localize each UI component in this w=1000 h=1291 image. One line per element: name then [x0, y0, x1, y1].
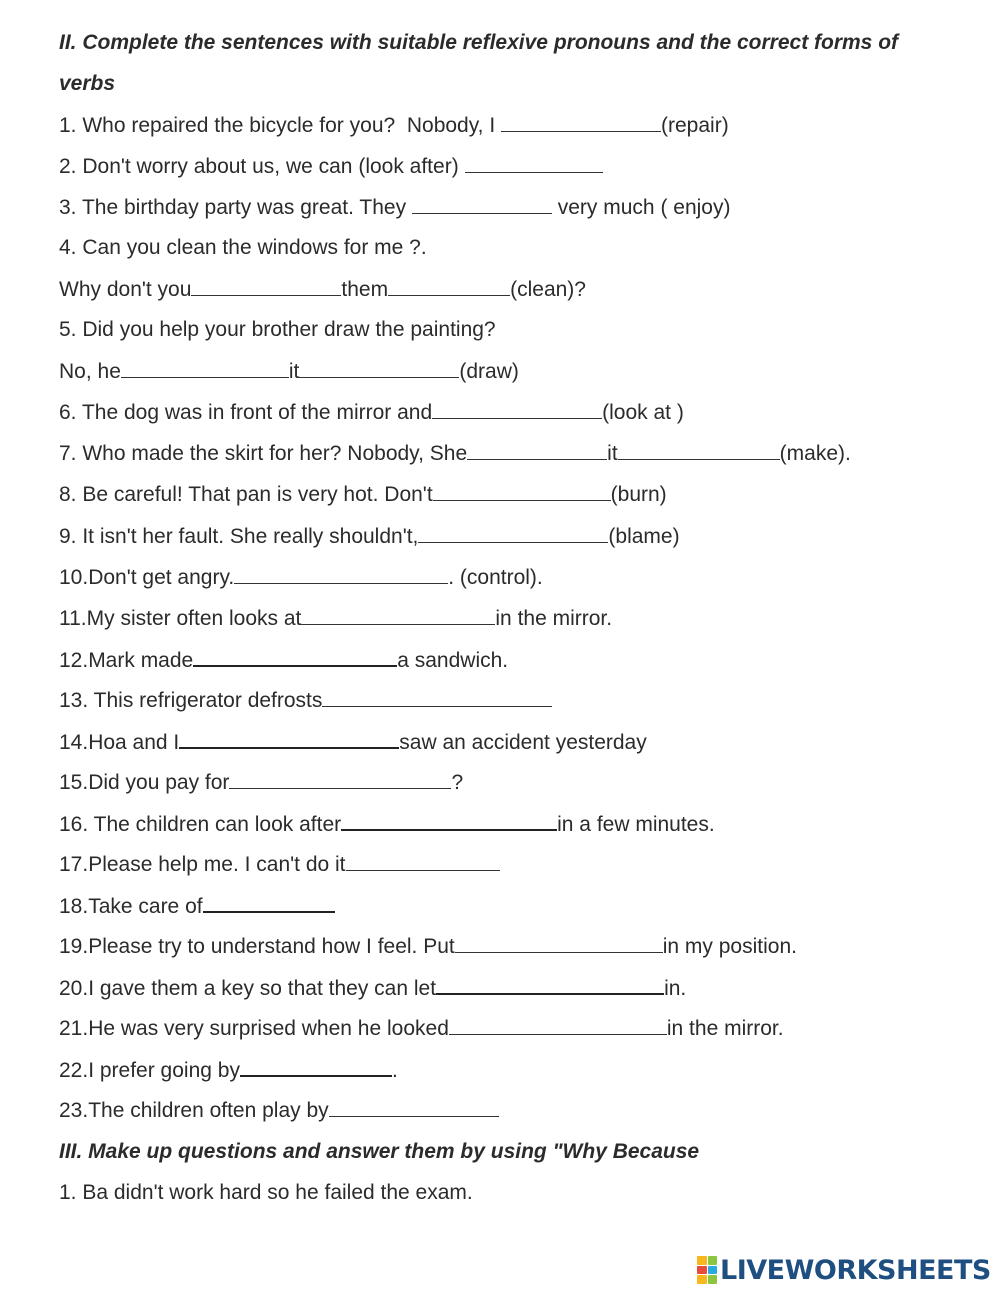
section-2-title-line-2: verbs: [59, 72, 116, 95]
exercise-item: [59, 357, 519, 385]
exercise-item: [59, 645, 508, 673]
exercise-item: [59, 522, 680, 550]
item-text: in the mirror.: [666, 1017, 784, 1040]
exercise-item: [59, 1055, 398, 1083]
item-text: 10.Don't get angry.: [59, 566, 235, 589]
exercise-item: [59, 891, 335, 919]
item-text: it: [607, 442, 618, 465]
item-text: (blame): [608, 525, 680, 548]
answer-blank[interactable]: [179, 727, 399, 749]
item-text: in the mirror.: [495, 607, 613, 630]
liveworksheets-logo-icon: [697, 1256, 717, 1284]
answer-blank[interactable]: [329, 1096, 499, 1117]
answer-blank[interactable]: [618, 439, 780, 460]
exercise-item: [59, 111, 729, 139]
exercise-item: [59, 604, 612, 632]
section-3-item-1: 1. Ba didn't work hard so he failed the exam.: [59, 1181, 473, 1204]
exercise-item: [59, 932, 797, 960]
liveworksheets-logo-text: LIVEWORKSHEETS: [720, 1254, 991, 1286]
item-text: 14.Hoa and I: [59, 731, 180, 754]
answer-blank[interactable]: [388, 275, 510, 296]
item-text: 8. Be careful! That pan is very hot. Don't: [59, 483, 433, 506]
item-text: 13. This refrigerator defrosts: [59, 689, 323, 712]
item-text: them: [341, 278, 389, 301]
logo-square: [697, 1256, 707, 1265]
item-text: (make).: [779, 442, 851, 465]
answer-blank[interactable]: [455, 932, 663, 953]
item-text: Why don't you: [59, 278, 192, 301]
item-text: 2. Don't worry about us, we can (look after): [59, 155, 465, 178]
answer-blank[interactable]: [432, 398, 602, 419]
item-text: very much ( enjoy): [551, 196, 731, 219]
exercise-item: [59, 768, 463, 796]
exercise-item: [59, 193, 730, 221]
item-text: 5. Did you help your brother draw the painting?: [59, 318, 496, 341]
logo-square: [697, 1266, 707, 1275]
logo-square: [708, 1275, 718, 1284]
answer-blank[interactable]: [191, 275, 341, 296]
item-text: 12.Mark made: [59, 649, 194, 672]
answer-blank[interactable]: [501, 111, 661, 132]
exercise-item: [59, 439, 851, 467]
exercise-item: [59, 1096, 499, 1124]
exercise-item: [59, 275, 586, 303]
exercise-item: [59, 686, 552, 714]
exercise-item: [59, 563, 543, 591]
answer-blank[interactable]: [436, 973, 664, 995]
item-text: (burn): [610, 483, 667, 506]
section-2-title-line-1: II. Complete the sentences with suitable reflexive pronouns and the correct forms of: [59, 31, 899, 54]
item-text: 3. The birthday party was great. They: [59, 196, 412, 219]
answer-blank[interactable]: [418, 522, 608, 543]
item-text: 16. The children can look after: [59, 813, 342, 836]
item-text: 19.Please try to understand how I feel. Put: [59, 935, 455, 958]
item-text: (clean)?: [510, 278, 586, 301]
item-text: . (control).: [448, 566, 543, 589]
answer-blank[interactable]: [193, 645, 397, 667]
answer-blank[interactable]: [121, 357, 289, 378]
exercise-item: [59, 850, 500, 878]
item-text: a sandwich.: [397, 649, 509, 672]
answer-blank[interactable]: [301, 604, 495, 625]
answer-blank[interactable]: [322, 686, 552, 707]
exercise-item: [59, 234, 427, 262]
answer-blank[interactable]: [203, 891, 335, 913]
answer-blank[interactable]: [467, 439, 607, 460]
item-text: 9. It isn't her fault. She really shouldn't,: [59, 525, 419, 548]
exercise-item: [59, 316, 496, 344]
exercise-item: [59, 973, 686, 1001]
exercise-item: [59, 152, 603, 180]
item-text: in my position.: [662, 935, 797, 958]
item-text: 18.Take care of: [59, 895, 203, 918]
answer-blank[interactable]: [449, 1014, 667, 1035]
exercise-item: [59, 809, 715, 837]
item-text: 7. Who made the skirt for her? Nobody, She: [59, 442, 468, 465]
item-text: 23.The children often play by: [59, 1099, 329, 1122]
exercise-item: [59, 480, 667, 508]
item-text: it: [288, 360, 300, 383]
item-text: (draw): [459, 360, 519, 383]
item-text: 11.My sister often looks at: [59, 607, 302, 630]
section-3-title: III. Make up questions and answer them by using "Why Because: [59, 1140, 700, 1163]
answer-blank[interactable]: [412, 193, 552, 214]
liveworksheets-logo: [697, 1253, 991, 1287]
item-text: saw an accident yesterday: [399, 731, 647, 754]
item-text: 17.Please help me. I can't do it: [59, 853, 346, 876]
answer-blank[interactable]: [234, 563, 448, 584]
item-text: 6. The dog was in front of the mirror and: [59, 401, 433, 424]
exercise-item: [59, 1014, 784, 1042]
item-text: (look at ): [602, 401, 684, 424]
item-text: 22.I prefer going by: [59, 1059, 240, 1082]
logo-square: [697, 1275, 707, 1284]
item-text: 15.Did you pay for: [59, 771, 230, 794]
item-text: 21.He was very surprised when he looked: [59, 1017, 449, 1040]
item-text: 4. Can you clean the windows for me ?.: [59, 236, 427, 259]
exercise-item: [59, 398, 684, 426]
answer-blank[interactable]: [433, 480, 611, 501]
answer-blank[interactable]: [240, 1055, 392, 1077]
answer-blank[interactable]: [341, 809, 557, 831]
item-text: No, he: [59, 360, 121, 383]
answer-blank[interactable]: [346, 850, 500, 871]
item-text: 20.I gave them a key so that they can let: [59, 977, 437, 1000]
item-text: ?: [451, 771, 464, 794]
exercise-item: [59, 727, 647, 755]
item-text: (repair): [661, 114, 729, 137]
answer-blank[interactable]: [465, 152, 603, 173]
item-text: in a few minutes.: [557, 813, 715, 836]
logo-square: [708, 1256, 718, 1265]
logo-square: [708, 1266, 718, 1275]
item-text: 1. Who repaired the bicycle for you? Nobody, I: [59, 114, 502, 137]
answer-blank[interactable]: [299, 357, 459, 378]
item-text: in.: [664, 977, 687, 1000]
item-text: .: [391, 1059, 398, 1082]
answer-blank[interactable]: [229, 768, 451, 789]
